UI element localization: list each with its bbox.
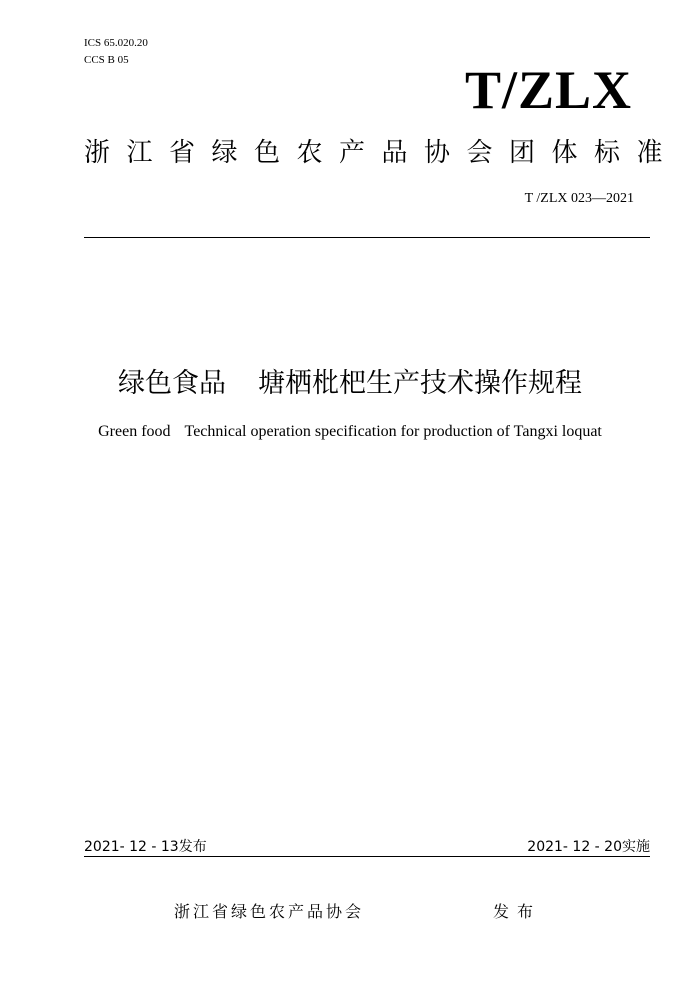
document-title-cn [0,366,700,402]
title-en-part2: Technical operation specification for production of Tangxi loquat [184,423,602,440]
title-cn-part2: 塘栖枇杷生产技术操作规程 [258,368,582,399]
standard-number: T /ZLX 023—2021 [524,191,634,206]
ics-code: ICS 65.020.20 [84,37,148,49]
ccs-code: CCS B 05 [84,54,129,66]
standard-brand: T/ZLX [464,60,632,120]
title-en-part1: Green food [98,423,171,440]
effective-date: 2021- 12 - 20实施 [527,839,650,855]
title-cn-part1: 绿色食品 [118,368,226,399]
publish-date: 2021- 12 - 13发布 [84,839,207,855]
document-title-en [0,422,700,442]
organization-title: 浙江省绿色农产品协会团体标准 [84,138,680,168]
header-divider [84,237,650,238]
issuing-organization: 浙江省绿色农产品协会 [174,902,365,921]
issue-label: 发布 [493,902,542,921]
footer-divider [84,856,650,857]
